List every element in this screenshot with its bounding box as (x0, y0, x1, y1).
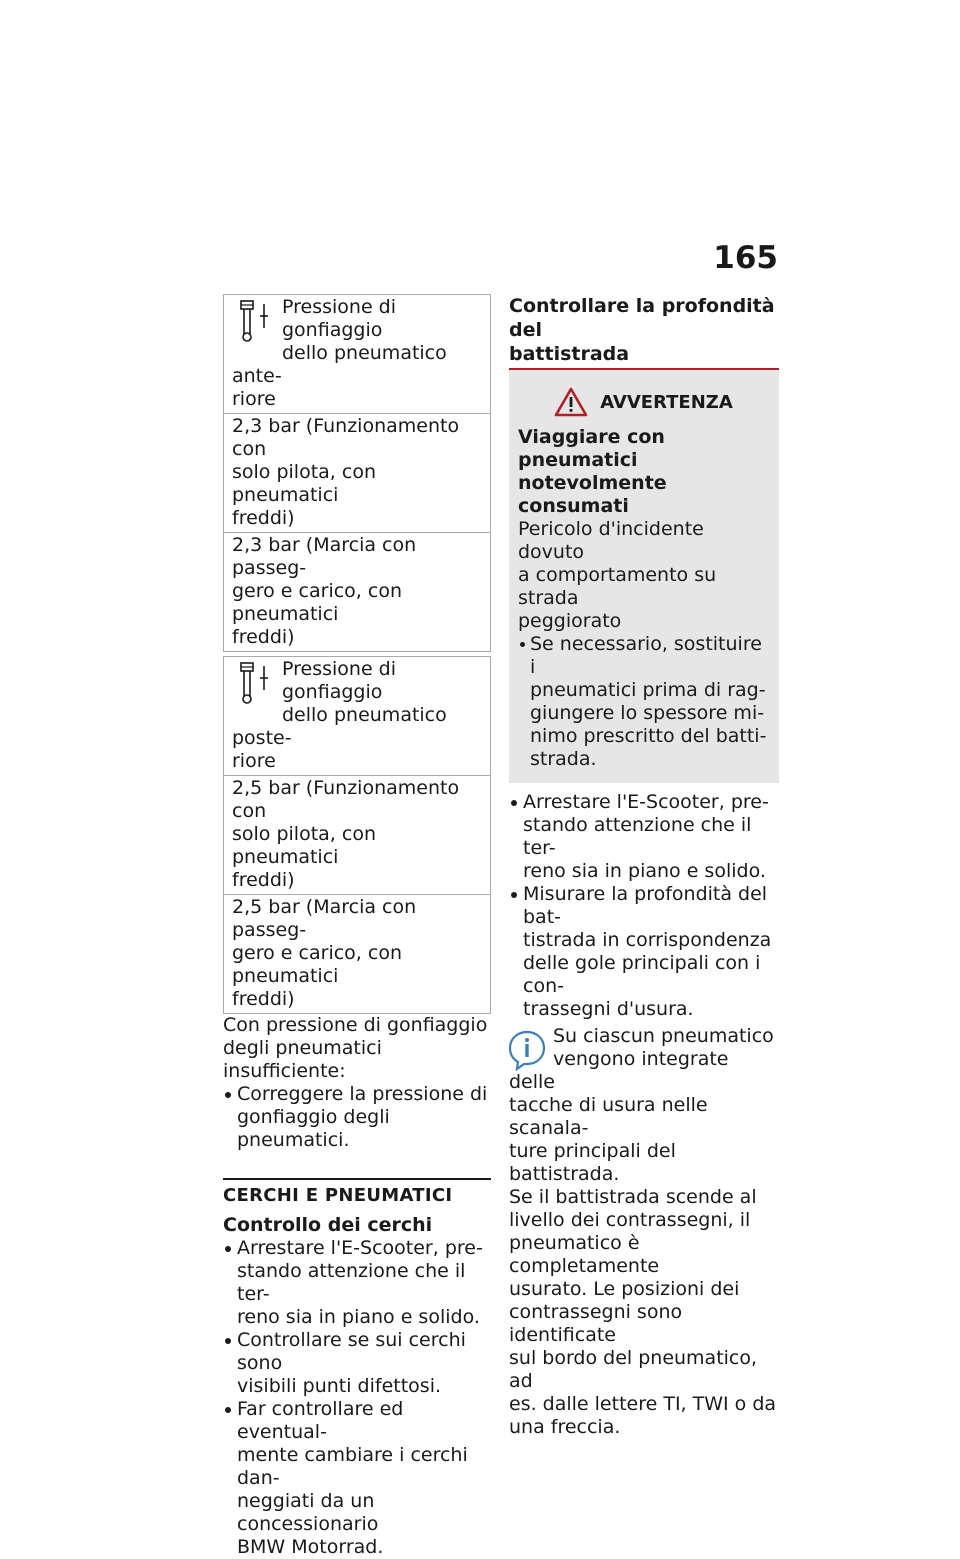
rear-tire-pressure-heading (224, 657, 490, 775)
table-cell-line: 2,5 bar (Funzionamento con (232, 777, 460, 822)
text-line: trassegni d'usura. (523, 998, 694, 1020)
text-line: una freccia. (509, 1416, 621, 1438)
front-tire-pressure-table (223, 294, 491, 652)
section-title: CERCHI E PNEUMATICI (223, 1185, 453, 1206)
tire-pressure-gauge-icon (236, 660, 272, 706)
right-column (509, 294, 779, 1439)
page-number: 165 (713, 240, 778, 276)
table-cell-line: freddi) (232, 869, 295, 891)
text-line: Controllare se sui cerchi sono (237, 1329, 466, 1374)
rim-check-list (223, 1237, 491, 1559)
table-cell-line: 2,3 bar (Marcia con passeg- (232, 534, 417, 579)
text-line: neggiati da un concessionario (237, 1490, 379, 1535)
text-line: peggiorato (518, 610, 622, 632)
text-line: Viaggiare con pneumatici (518, 426, 665, 471)
warning-triangle-icon (554, 387, 588, 417)
tire-pressure-gauge-icon (236, 298, 272, 344)
table-cell-line: solo pilota, con pneumatici (232, 461, 376, 506)
text-line: tistrada in corrispondenza (523, 929, 772, 951)
text-line: usurato. Le posizioni dei (509, 1278, 740, 1300)
text-line: Se il battistrada scende al (509, 1186, 757, 1208)
text-line: degli pneumatici insufficiente: (223, 1037, 382, 1082)
text-line: Arrestare l'E-Scooter, pre- (523, 791, 769, 813)
rear-heading-line-1: Pressione di gonfiaggio (282, 658, 397, 703)
text-line: visibili punti difettosi. (237, 1375, 442, 1397)
table-cell-line: solo pilota, con pneumatici (232, 823, 376, 868)
text-line: stando attenzione che il ter- (523, 814, 752, 859)
rear-heading-line-3: riore (232, 750, 276, 772)
text-line: Su ciascun pneumatico (553, 1025, 774, 1047)
text-line: battistrada (509, 343, 630, 365)
text-line: giungere lo spessore mi- (530, 702, 765, 724)
list-item (509, 883, 779, 1021)
text-line: pneumatico è completamente (509, 1232, 660, 1277)
text-line: delle gole principali con i con- (523, 952, 761, 997)
warning-heading (518, 426, 769, 518)
tread-check-list (509, 791, 779, 1021)
low-pressure-list (223, 1083, 491, 1152)
text-line: Misurare la profondità del bat- (523, 883, 768, 928)
list-item (223, 1237, 491, 1329)
text-line: ture principali del battistrada. (509, 1140, 676, 1185)
tread-depth-title (509, 294, 779, 366)
text-line: stando attenzione che il ter- (237, 1260, 466, 1305)
warning-label: AVVERTENZA (600, 391, 733, 413)
front-tire-pressure-heading (224, 295, 490, 413)
text-line: Pericolo d'incidente dovuto (518, 518, 704, 563)
subsection-title: Controllo dei cerchi (223, 1214, 433, 1236)
table-cell-line: gero e carico, con pneumatici (232, 580, 402, 625)
text-line: contrassegni sono identificate (509, 1301, 683, 1346)
text-line: Con pressione di gonfiaggio (223, 1014, 488, 1036)
text-line: mente cambiare i cerchi dan- (237, 1444, 468, 1489)
front-heading-line-2: dello pneumatico ante- (232, 342, 447, 387)
text-line: nimo prescritto del batti- (530, 725, 767, 747)
text-line: sul bordo del pneumatico, ad (509, 1347, 758, 1392)
table-cell-line: freddi) (232, 507, 295, 529)
left-column (223, 294, 491, 1559)
text-line: Controllare la profondità del (509, 295, 775, 341)
text-line: notevolmente consumati (518, 472, 667, 517)
text-line: BMW Motorrad. (237, 1536, 384, 1558)
front-heading-line-1: Pressione di gonfiaggio (282, 296, 397, 341)
text-line: vengono integrate delle (509, 1048, 729, 1093)
text-line: Se necessario, sostituire i (530, 633, 762, 678)
text-line: gonfiaggio degli pneumatici. (237, 1106, 390, 1151)
front-pressure-solo (224, 413, 490, 532)
rear-pressure-loaded (224, 894, 490, 1013)
warning-list (518, 633, 769, 771)
low-pressure-intro (223, 1014, 491, 1083)
list-item (223, 1398, 491, 1559)
text-line: a comportamento su strada (518, 564, 717, 609)
text-line: tacche di usura nelle scanala- (509, 1094, 708, 1139)
text-line: reno sia in piano e solido. (523, 860, 766, 882)
rear-pressure-solo (224, 775, 490, 894)
info-icon (507, 1029, 547, 1071)
info-note (509, 1025, 779, 1439)
text-line: pneumatici prima di rag- (530, 679, 766, 701)
table-cell-line: 2,5 bar (Marcia con passeg- (232, 896, 417, 941)
warning-body (518, 518, 769, 633)
table-cell-line: gero e carico, con pneumatici (232, 942, 402, 987)
text-line: strada. (530, 748, 597, 770)
warning-header (518, 382, 769, 422)
table-cell-line: 2,3 bar (Funzionamento con (232, 415, 460, 460)
list-item (223, 1329, 491, 1398)
list-item (518, 633, 769, 771)
table-cell-line: freddi) (232, 988, 295, 1010)
front-heading-line-3: riore (232, 388, 276, 410)
warning-box (509, 368, 779, 783)
table-cell-line: freddi) (232, 626, 295, 648)
rear-tire-pressure-table (223, 656, 491, 1014)
section-divider (223, 1178, 491, 1180)
text-line: reno sia in piano e solido. (237, 1306, 480, 1328)
text-line: livello dei contrassegni, il (509, 1209, 751, 1231)
text-line: Correggere la pressione di (237, 1083, 488, 1105)
list-item (509, 791, 779, 883)
text-line: Far controllare ed eventual- (237, 1398, 404, 1443)
list-item (223, 1083, 491, 1152)
text-line: es. dalle lettere TI, TWI o da (509, 1393, 777, 1415)
text-line: Arrestare l'E-Scooter, pre- (237, 1237, 483, 1259)
front-pressure-loaded (224, 532, 490, 651)
rear-heading-line-2: dello pneumatico poste- (232, 704, 447, 749)
